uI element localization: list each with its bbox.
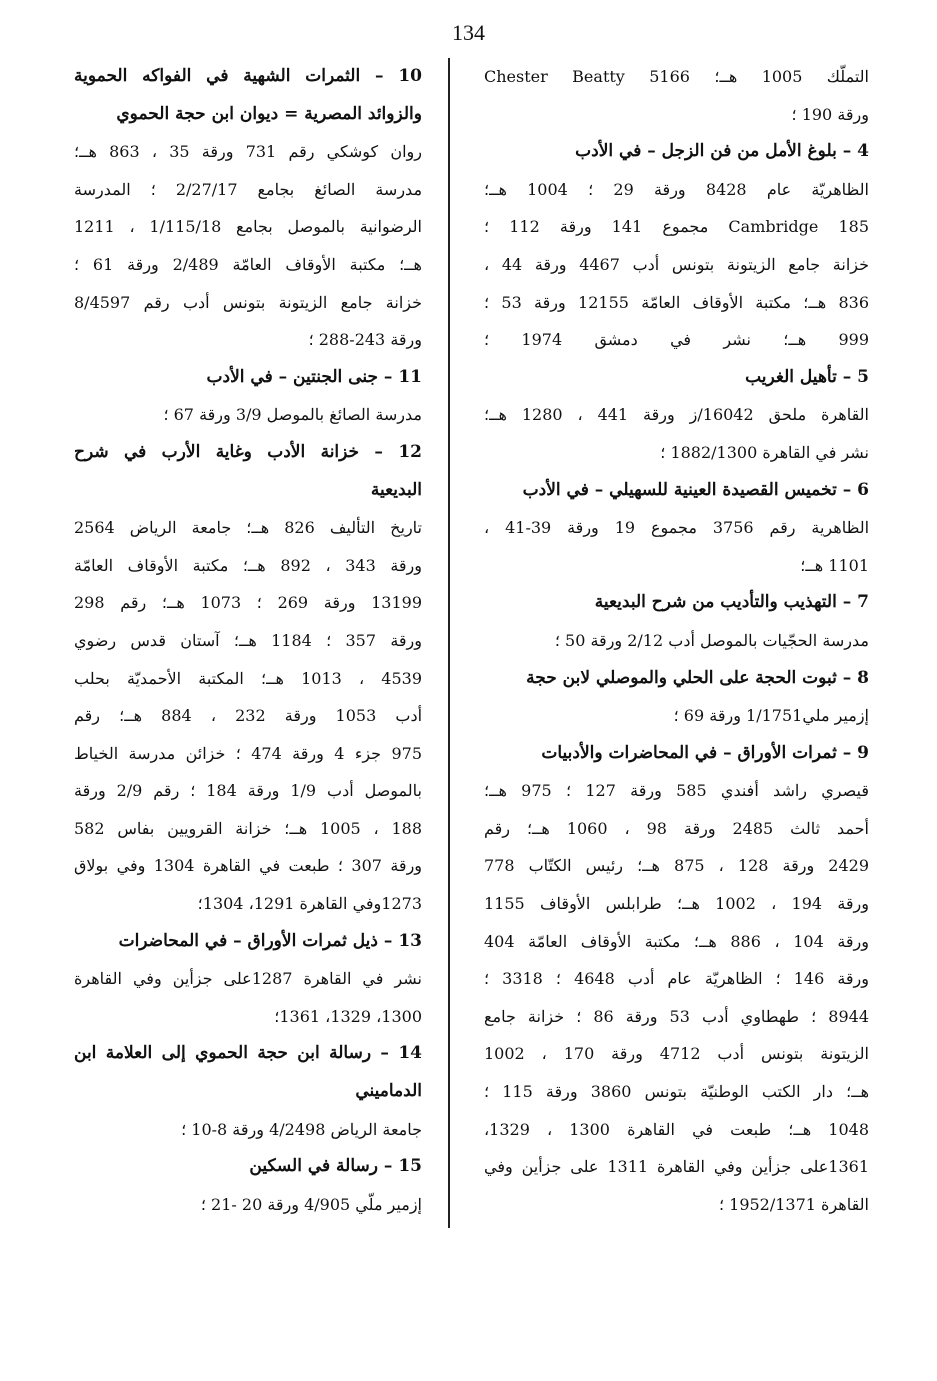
entry-line: 4539 ، 1013 هــ؛ المكتبة الأحمديّة بحلب <box>74 668 422 688</box>
entry-heading: 5 – تأهيل الغريب <box>745 366 869 387</box>
entry-line: الظاهرية رقم 3756 مجموع 19 ورقة 39-41 ، <box>484 518 869 538</box>
entry-line: الرضوانية بالموصل بجامع 1/115/18 ، 1211 <box>74 217 422 237</box>
entry-heading: 7 – التهذيب والتأديب من شرح البديعية <box>594 592 869 613</box>
entry-line: روان كوشكي رقم 731 ورقة 35 ، 863 هــ؛ <box>74 142 422 162</box>
entry-line: 2429 ورقة 128 ، 875 هــ؛ رئيس الكتّاب 778 <box>484 856 869 876</box>
entry-heading: 15 – رسالة في السكين <box>249 1156 422 1177</box>
entry-heading: 8 – ثبوت الحجة على الحلي والموصلي لابن حجة <box>526 667 869 688</box>
entry-line: أحمد ثالث 2485 ورقة 98 ، 1060 هــ؛ رقم <box>484 818 869 838</box>
entry-line: إزمير ملي1/1751 ورقة 69 ؛ <box>673 706 869 726</box>
entry-heading: 13 – ذيل ثمرات الأوراق – في المحاضرات <box>118 930 422 951</box>
entry-line: 188 ، 1005 هــ؛ خزانة القرويين بفاس 582 <box>74 818 422 838</box>
entry-line: ورقة 343 ، 892 هــ؛ مكتبة الأوقاف العامّة <box>74 555 422 575</box>
entry-line: الزيتونة بتونس أدب 4712 ورقة 170 ، 1002 <box>484 1044 869 1064</box>
entry-line: 1300، 1329، 1361؛ <box>274 1006 422 1026</box>
entry-line: ورقة 190 ؛ <box>791 104 869 124</box>
entry-line: 1048 هــ؛ طبعت في القاهرة 1300 ، 1329، <box>484 1119 869 1139</box>
entry-line: مدرسة الصائغ بجامع 2/27/17 ؛ المدرسة <box>74 179 422 199</box>
entry-line: القاهرة 1952/1371 ؛ <box>718 1194 869 1214</box>
entry-line: 13199 ورقة 269 ؛ 1073 هــ؛ رقم 298 <box>74 593 422 613</box>
entry-heading: والزوائد المصرية = ديوان ابن حجة الحموي <box>116 103 422 124</box>
entry-line: هــ؛ دار الكتب الوطنيّة بتونس 3860 ورقة 115 ؛ <box>484 1082 869 1102</box>
entry-line: 999 هــ؛ نشر في دمشق 1974 ؛ <box>484 330 869 350</box>
entry-heading: 10 – الثمرات الشهية في الفواكه الحموية <box>74 66 422 86</box>
entry-line: 1361على جزأين وفي القاهرة 1311 على جزأين وفي <box>484 1157 869 1177</box>
entry-line: 8944 ؛ طهطاوي أدب 53 ورقة 86 ؛ خزانة جامع <box>484 1006 869 1026</box>
entry-heading: 9 – ثمرات الأوراق – في المحاضرات والأدبيات <box>541 742 869 763</box>
entry-line: أدب 1053 ورقة 232 ، 884 هــ؛ رقم <box>74 706 422 726</box>
entry-line: 975 جزء 4 ورقة 474 ؛ خزائن مدرسة الخياط <box>74 743 422 763</box>
entry-line: الظاهريّة عام 8428 ورقة 29 ؛ 1004 هــ؛ <box>484 179 869 199</box>
entry-line: مدرسة الصائغ بالموصل 3/9 ورقة 67 ؛ <box>163 405 422 425</box>
entry-line: خزانة جامع الزيتونة بتونس أدب 4467 ورقة 44 ، <box>484 254 869 274</box>
entry-line: هــ؛ مكتبة الأوقاف العامّة 2/489 ورقة 61 ؛ <box>74 254 422 274</box>
entry-line: خزانة جامع الزيتونة بتونس أدب رقم 8/4597 <box>74 292 422 312</box>
entry-heading: 14 – رسالة ابن حجة الحموي إلى العلامة ابن <box>74 1043 422 1064</box>
entry-heading: 4 – بلوغ الأمل من فن الزجل – في الأدب <box>575 141 869 162</box>
entry-heading: 6 – تخميس القصيدة العينية للسهيلي – في الأدب <box>522 479 869 500</box>
right-column <box>484 58 869 1223</box>
entry-line: ورقة 243-288 ؛ <box>308 330 422 350</box>
column-divider <box>448 58 450 1228</box>
entry-line: ورقة 357 ؛ 1184 هــ؛ آستان قدس رضوي <box>74 630 422 650</box>
entry-line: ورقة 307 ؛ طبعت في القاهرة 1304 وفي بولاق <box>74 856 422 876</box>
entry-heading: الدماميني <box>355 1081 422 1102</box>
entry-line: 185 Cambridge مجموع 141 ورقة 112 ؛ <box>484 217 869 237</box>
entry-line: ورقة 146 ؛ الظاهريّة عام أدب 4648 ؛ 3318 ؛ <box>484 969 869 989</box>
entry-heading: 12 – خزانة الأدب وغاية الأرب في شرح <box>74 441 422 462</box>
page-number: 134 <box>452 20 485 45</box>
entry-line: ورقة 194 ، 1002 هــ؛ طرابلس الأوقاف 1155 <box>484 894 869 914</box>
entry-line: نشر في القاهرة 1287على جزأين وفي القاهرة <box>74 969 422 989</box>
entry-line: تاريخ التأليف 826 هــ؛ جامعة الرياض 2564 <box>74 518 422 538</box>
entry-heading: البديعية <box>370 479 422 500</box>
entry-line: 836 هــ؛ مكتبة الأوقاف العامّة 12155 ورقة 53 ؛ <box>484 292 869 312</box>
entry-line: القاهرة ملحق 16042/ز ورقة 441 ، 1280 هــ؛ <box>484 405 869 425</box>
entry-line: نشر في القاهرة 1882/1300 ؛ <box>660 442 869 462</box>
entry-line: ورقة 104 ، 886 هــ؛ مكتبة الأوقاف العامّة 404 <box>484 931 869 951</box>
entry-line: 1273وفي القاهرة 1291، 1304؛ <box>197 894 422 914</box>
entry-line: قيصري راشد أفندي 585 ورقة 127 ؛ 975 هــ؛ <box>484 781 869 801</box>
entry-line: جامعة الرياض 4/2498 ورقة 8-10 ؛ <box>181 1119 422 1139</box>
entry-line: بالموصل أدب 1/9 ورقة 184 ؛ رقم 2/9 ورقة <box>74 781 422 801</box>
left-column <box>74 58 422 1223</box>
entry-heading: 11 – جنى الجنتين – في الأدب <box>206 366 422 387</box>
entry-line: مدرسة الحجّيات بالموصل أدب 2/12 ورقة 50 ؛ <box>554 630 869 650</box>
entry-line: التملّك 1005 هــ؛ 5166 Chester Beatty <box>484 67 869 86</box>
entry-line: 1101 هــ؛ <box>800 555 869 575</box>
entry-line: إزمير ملّي 4/905 ورقة 20 -21 ؛ <box>200 1194 422 1214</box>
